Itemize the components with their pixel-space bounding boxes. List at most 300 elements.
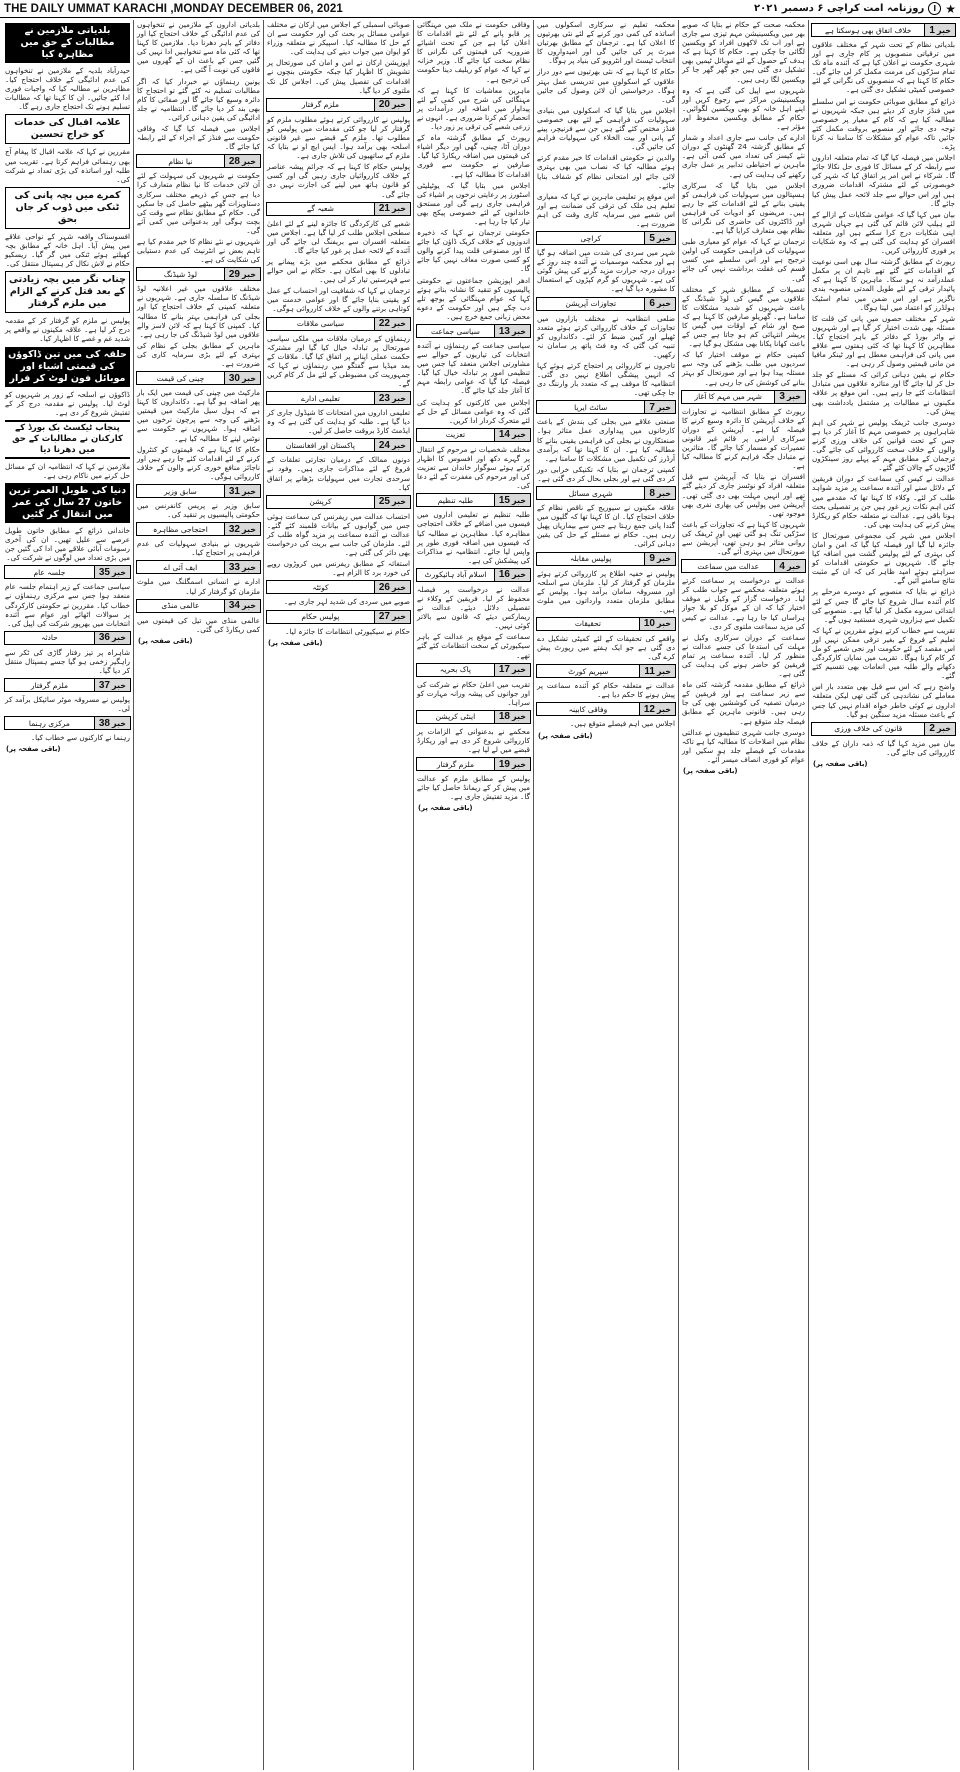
story-number <box>224 600 260 612</box>
story-label: خبر <box>391 582 406 592</box>
article-paragraph: صوبائی اسمبلی کے اجلاس میں ارکان نے مختلف عوامی مسائل پر بحث کی اور حکومت سے ان کے حل کا مطالبہ کیا۔ اسپیکر نے متعلقہ وزراء کو ایوان میں جواب دینے کی ہدایت کی۔ <box>267 20 410 57</box>
story-header <box>266 495 411 509</box>
story-number-value: 7 <box>649 401 655 413</box>
story-label: خبر <box>656 619 671 629</box>
story-title: ملزم گرفتار <box>301 100 339 110</box>
story-number <box>644 401 675 413</box>
story-number <box>639 618 675 630</box>
story-label: خبر <box>241 601 256 611</box>
article-headline: علامہ اقبال کی خدمات کو خراج تحسین <box>5 114 130 144</box>
article-paragraph: عدالت نے درخواست پر فیصلہ محفوظ کر لیا۔ فریقین کے وکلاء نے تفصیلی دلائل دیئے۔ عدالت نے ریمارکس دیئے کہ قانون سے بالاتر کوئی نہیں۔ <box>417 584 530 631</box>
article-paragraph: عدالت نے متعلقہ حکام کو آئندہ سماعت پر پیش ہونے کا حکم دیا ہے۔ <box>537 681 675 700</box>
article-paragraph: مقررین نے کہا کہ علامہ اقبال کا پیغام آج بھی رہنمائی فراہم کرتا ہے۔ تقریب میں طلبہ اور اساتذہ کی بڑی تعداد نے شرکت کی۔ <box>5 147 130 184</box>
story-number-value: 26 <box>378 581 390 593</box>
story-header <box>4 565 131 579</box>
article-paragraph: خاندانی ذرائع کے مطابق خاتون طویل عرصے سے علیل تھیں۔ ان کی آخری رسومات آبائی علاقے میں ادا کی گئیں جن میں بڑی تعداد میں لوگوں نے شرکت کی۔ <box>5 525 130 563</box>
story-number-value: 33 <box>228 561 240 573</box>
story-header <box>416 663 531 677</box>
story-number-value: 37 <box>98 679 110 691</box>
story-title: عدالت میں سماعت <box>697 561 760 571</box>
story-header <box>416 428 531 442</box>
article-paragraph: ترجمان نے کہا کہ عوام کو معیاری طبی سہولیات کی فراہمی حکومت کی اولین ترجیح ہے اور اس سلسلے میں کسی قسم کی غفلت برداشت نہیں کی جائے گی۔ <box>682 237 805 283</box>
story-label: خبر <box>936 724 951 734</box>
story-title: شہر میں مہم کا آغاز <box>694 392 762 402</box>
article-paragraph: دوسری جانب شہری تنظیموں نے عدالتی نظام میں اصلاحات کا مطالبہ کیا ہے تاکہ مقدمات کے فیصلے جلد ہو سکیں اور عوام کو فوری انصاف میسر آئے۔ <box>682 727 805 764</box>
story-label: خبر <box>511 712 526 722</box>
story-header <box>536 617 676 631</box>
story-header <box>536 297 676 311</box>
story-label: خبر <box>391 100 406 110</box>
story-number <box>924 24 955 36</box>
story-title: احتجاجی مظاہرہ <box>153 524 208 534</box>
article-paragraph: بلدیاتی اداروں کے ملازمین نے تنخواہوں کی عدم ادائیگی کے خلاف احتجاج کیا اور دفاتر کے باہر دھرنا دیا۔ ملازمین کا کہنا تھا کہ کئی ماہ سے تنخواہیں ادا نہیں کی گئیں جس کے باعث ان کے گھروں میں فاقوں کی نوبت آ گئی ہے۔ <box>137 20 260 75</box>
news-column-3 <box>533 20 678 1770</box>
story-number-value: 31 <box>228 485 240 497</box>
article-paragraph: ضلعی انتظامیہ نے مختلف بازاروں میں تجاوزات کے خلاف کارروائی کرتے ہوئے متعدد ٹھیلے اور کیبن ضبط کر لئے۔ دکانداروں کو تنبیہ کی گئی کہ وہ فٹ پاتھ پر سامان نہ رکھیں۔ <box>537 313 675 359</box>
story-number-value: 30 <box>228 372 240 384</box>
story-number-value: 19 <box>498 758 510 770</box>
article-paragraph: افسران نے بتایا کہ آپریشن سے قبل متعلقہ افراد کو نوٹسز جاری کر دیئے گئے تھے اور انہیں مہلت بھی دی گئی تھی۔ آپریشن میں پولیس کی بھاری نفری بھی موجود تھی۔ <box>682 472 805 518</box>
continued-note: (باقی صفحہ پر) <box>683 767 738 776</box>
story-number-value: 12 <box>643 703 655 715</box>
article-paragraph: پولیس نے کارروائی کرتے ہوئے مطلوب ملزم کو گرفتار کر لیا جو کئی مقدمات میں پولیس کو مطلوب تھا۔ ملزم کے قبضے سے غیر قانونی اسلحہ بھی برآمد ہوا۔ ایس ایچ او نے بتایا کہ ملزم کے ساتھیوں کی تلاش جاری ہے۔ <box>267 114 410 161</box>
article-paragraph: طلبہ تنظیم نے تعلیمی اداروں میں فیسوں میں اضافے کے خلاف احتجاجی مظاہرہ کیا۔ مظاہرین نے مطالبہ کیا کہ فیسوں میں اضافہ فوری طور پر واپس لیا جائے۔ انتظامیہ نے مذاکرات کی پیشکش کی ہے۔ <box>417 510 530 565</box>
story-number-value: 17 <box>498 664 510 676</box>
article-paragraph: اجلاس میں فیصلہ کیا گیا کہ وفاقی حکومت سے فنڈز کے اجراء کے لئے رابطہ کیا جائے گا۔ <box>137 124 260 152</box>
story-header <box>266 391 411 405</box>
story-header <box>136 522 261 536</box>
story-label: خبر <box>656 233 671 243</box>
story-number-value: 8 <box>649 487 655 499</box>
story-header <box>536 486 676 500</box>
article-headline: دنیا کی طویل العمر ترین خاتون 27 سال کی عمر میں انتقال کر گئیں <box>5 483 130 523</box>
story-number <box>374 318 410 330</box>
article-paragraph: تاجروں نے کارروائی پر احتجاج کرتے ہوئے کہا کہ انہیں پیشگی اطلاع نہیں دی گئی۔ انتظامیہ کا موقف ہے کہ متعدد بار وارننگ دی جا چکی تھی۔ <box>537 361 675 398</box>
story-number-value: 28 <box>228 155 240 167</box>
story-number-value: 36 <box>98 632 110 644</box>
story-number <box>924 723 955 735</box>
story-label: خبر <box>241 156 256 166</box>
story-number <box>224 155 260 167</box>
story-number <box>639 665 675 677</box>
story-label: خبر <box>241 269 256 279</box>
article-paragraph: اس موقع پر تعلیمی ماہرین نے کہا کہ معیاری تعلیم ہی ملک کی ترقی کی ضمانت ہے اور اس شعبے میں سرمایہ کاری وقت کی اہم ضرورت ہے۔ <box>537 191 675 228</box>
article-paragraph: عالمی منڈی میں تیل کی قیمتوں میں کمی ریکارڈ کی گئی۔ <box>137 615 260 634</box>
story-header <box>266 202 411 216</box>
story-label: خبر <box>786 392 801 402</box>
news-column-1 <box>808 20 958 1770</box>
article-paragraph: اجلاس میں کارکنوں کو ہدایت کی گئی کہ وہ عوامی مسائل کے حل کے لئے متحرک کردار ادا کریں۔ <box>417 397 530 425</box>
article-headline: کمرے میں بچہ پانی کی ٹنکی میں ڈوب کر جاں بحق <box>5 187 130 229</box>
article-paragraph: شہر میں سردی کی شدت میں اضافہ ہو گیا ہے اور محکمہ موسمیات نے آئندہ چند روز کے دوران درجہ حرارت مزید گرنے کی پیش گوئی کی ہے۔ شہریوں کو گرم کپڑوں کے استعمال کا مشورہ دیا گیا ہے۔ <box>537 248 675 294</box>
article-paragraph: شہریوں کا کہنا ہے کہ تجاوزات کے باعث سڑکیں تنگ ہو گئی تھیں اور ٹریفک کی روانی متاثر ہو رہی تھی، آپریشن سے صورتحال میں بہتری آئے گی۔ <box>682 519 805 557</box>
story-label: خبر <box>511 430 526 440</box>
story-header <box>266 580 411 594</box>
story-title: طلبہ تنظیم <box>437 495 474 505</box>
article-paragraph: اجلاس میں بتایا گیا کہ سرکاری ہسپتالوں میں سہولیات کی فراہمی کو یقینی بنانے کے لئے اقدامات کئے جا رہے ہیں۔ مریضوں کو ادویات کی فراہمی اور ڈاکٹروں کی حاضری کی نگرانی کا نظام بھی متعارف کرایا گیا ہے۔ <box>682 180 805 236</box>
story-label: خبر <box>111 567 126 577</box>
article-paragraph: رپورٹ کے مطابق گزشتہ ماہ کے دوران آٹا، چینی، گھی اور دیگر اشیاء کی قیمتوں میں اضافہ ریکارڈ کیا گیا۔ صارفین نے حکومت سے فوری اقدامات کا مطالبہ کیا ہے۔ <box>417 133 530 179</box>
article-headline: چناب نگر میں بچہ زیادتی کے بعد قتل کرنے کے الزام میں ملزم گرفتار <box>5 271 130 313</box>
story-number <box>224 485 260 497</box>
story-label: خبر <box>511 326 526 336</box>
story-header <box>536 664 676 678</box>
story-number-value: 25 <box>378 496 390 508</box>
story-title: کراچی <box>580 233 602 243</box>
article-paragraph: شہر کے مختلف حصوں میں پانی کی قلت کا مسئلہ بھی شدت اختیار کر گیا ہے اور شہریوں نے واٹر بورڈ کے دفاتر کے باہر احتجاج کیا۔ مظاہرین کا کہنا تھا کہ کئی ہفتوں سے علاقے میں پانی کی فراہمی معطل ہے اور ٹینکر مافیا من مانی قیمتیں وصول کر رہی ہے۔ <box>812 313 955 369</box>
story-number-value: 21 <box>378 203 390 215</box>
story-header <box>681 559 806 573</box>
news-column-6 <box>133 20 263 1770</box>
article-paragraph: شہریوں سے اپیل کی گئی ہے کہ وہ ویکسینیشن مراکز سے رجوع کریں اور اپنے اہل خانہ کو بھی ویکسین لگوائیں۔ حکام کے مطابق ویکسین محفوظ اور مؤثر ہے۔ <box>682 85 805 132</box>
article-paragraph: اجلاس میں شہر کی مجموعی صورتحال کا جائزہ لیا گیا اور فیصلہ کیا گیا کہ امن و امان کی بہتری کے لئے پولیس گشت میں اضافہ کیا جائے گا۔ شہریوں نے حکومتی اقدامات کو سراہتے ہوئے امید ظاہر کی کہ ان کے مثبت نتائج سامنے آئیں گے۔ <box>812 530 955 586</box>
article-paragraph: تعلیمی اداروں میں امتحانات کا شیڈول جاری کر دیا گیا ہے۔ طلبہ کو ہدایت کی گئی ہے کہ وہ ایڈمٹ کارڈ بروقت حاصل کر لیں۔ <box>267 408 410 436</box>
story-label: خبر <box>391 440 406 450</box>
masthead-urdu-date: روزنامہ امت کراچی ۶ دسمبر ۲۰۲۱ <box>754 3 925 14</box>
story-label: خبر <box>391 204 406 214</box>
story-number <box>94 566 130 578</box>
article-paragraph: پولیس نے مسروقہ موٹر سائیکل برآمد کر لی۔ <box>5 695 130 714</box>
story-label: خبر <box>656 488 671 498</box>
story-header <box>266 438 411 452</box>
story-header <box>536 702 676 716</box>
article-paragraph: اجلاس میں بتایا گیا کہ اسکولوں میں بنیادی سہولیات کی فراہمی کے لئے بھی خصوصی فنڈز مختص کئے گئے ہیں جن سے فرنیچر، پینے کے پانی اور بیت الخلاء کی سہولیات فراہم کی جائیں گی۔ <box>537 105 675 152</box>
story-number-value: 27 <box>378 611 390 622</box>
newspaper-logo-icon: ا <box>928 2 941 15</box>
story-title: ملزم گرفتار <box>436 759 474 769</box>
story-number-value: 34 <box>228 600 240 612</box>
story-number <box>224 268 260 280</box>
story-number <box>374 439 410 451</box>
story-number-value: 24 <box>378 439 390 451</box>
article-paragraph: محکمے نے بدعنوانی کے الزامات پر کارروائی شروع کر دی ہے اور ریکارڈ قبضے میں لے لیا ہے۔ <box>417 726 530 755</box>
newspaper-page <box>2 20 958 1770</box>
story-number-value: 5 <box>649 232 655 244</box>
article-paragraph: محکمہ تعلیم نے سرکاری اسکولوں میں اساتذہ کی کمی دور کرنے کے لئے نئی بھرتیوں کا اعلان کیا ہے۔ ترجمان کے مطابق بھرتیاں میرٹ پر کی جائیں گی اور امیدواروں کا انتخاب ٹیسٹ اور انٹرویو کی بنیاد پر ہوگا۔ <box>537 20 675 66</box>
masthead <box>0 0 960 18</box>
story-number-value: 38 <box>98 717 110 729</box>
story-label: خبر <box>936 25 951 35</box>
story-title: تجاوزات آپریشن <box>565 299 617 309</box>
story-title: جلسہ عام <box>33 567 66 577</box>
continued-note: (باقی صفحہ پر) <box>6 745 61 754</box>
story-title: تعلیمی ادارے <box>300 393 340 403</box>
story-label: خبر <box>656 554 671 563</box>
story-header <box>4 631 131 645</box>
article-paragraph: ماہرین معاشیات کا کہنا ہے کہ مہنگائی کی شرح میں کمی کے لئے پیداوار میں اضافہ اور درآمدات پر انحصار کم کرنا ضروری ہے۔ انہوں نے زرعی شعبے کی ترقی پر زور دیا۔ <box>417 85 530 132</box>
story-header <box>266 98 411 112</box>
article-paragraph: ادھر اپوزیشن جماعتوں نے حکومتی پالیسیوں کو تنقید کا نشانہ بناتے ہوئے کہا کہ عوام مہنگائی کے بوجھ تلے دب چکے ہیں اور حکومت کے دعوے محض زبانی جمع خرچ ہیں۔ <box>417 275 530 321</box>
story-number <box>374 99 410 111</box>
article-paragraph: صنعتی علاقے میں بجلی کی بندش کے باعث کارخانوں میں پیداواری عمل متاثر ہوا۔ صنعتکاروں نے بجلی کی فراہمی یقینی بنانے کا مطالبہ کیا ہے۔ ان کا کہنا تھا کہ برآمدی آرڈرز کی تکمیل میں مشکلات کا سامنا ہے۔ <box>537 417 675 463</box>
article-paragraph: ذرائع کے مطابق محکمے میں بڑے پیمانے پر تبادلوں کا بھی امکان ہے۔ حکام نے اس حوالے سے فہرستیں تیار کر لی ہیں۔ <box>267 256 410 285</box>
story-title: چینی کی قیمت <box>156 373 205 383</box>
story-header <box>136 484 261 498</box>
article-paragraph: یونین رہنماؤں نے خبردار کیا کہ اگر مطالبات تسلیم نہ کئے گئے تو احتجاج کا دائرہ وسیع کیا جائے گا اور صفائی کا کام بھی بند کر دیا جائے گا۔ انتظامیہ نے جلد ادائیگی کی یقین دہانی کرائی۔ <box>137 76 260 122</box>
story-header <box>136 154 261 168</box>
story-number-value: 3 <box>779 391 785 403</box>
story-title: پاک بحریہ <box>439 665 471 675</box>
article-paragraph: ذرائع کے مطابق صوبائی حکومت نے اس سلسلے میں فنڈز جاری کر دیئے ہیں جبکہ شہریوں نے مطالبہ کیا ہے کہ کام کے معیار پر خصوصی توجہ دی جائے اور منصوبے بروقت مکمل کئے جائیں تاکہ عوام کو مشکلات کا سامنا نہ کرنا پڑے۔ <box>812 96 955 152</box>
article-paragraph: شاہراہ پر تیز رفتار گاڑی کی ٹکر سے راہگیر زخمی ہو گیا جسے ہسپتال منتقل کر دیا گیا۔ <box>5 647 130 675</box>
article-paragraph: ترجمان نے کہا کہ شفافیت اور احتساب کے عمل کو یقینی بنایا جائے گا اور عوامی خدمت میں کوتاہی برتنے والوں کے خلاف کارروائی ہوگی۔ <box>267 286 410 314</box>
story-title: عالمی منڈی <box>161 601 200 611</box>
story-number <box>644 232 675 244</box>
story-header <box>811 722 956 736</box>
article-paragraph: واقعے کی تحقیقات کے لئے کمیٹی تشکیل دے دی گئی ہے جو ایک ہفتے میں رپورٹ پیش کرے گی۔ <box>537 633 675 662</box>
story-header <box>136 267 261 281</box>
story-header <box>416 568 531 582</box>
article-paragraph: ڈاکوؤں نے اسلحہ کے زور پر شہریوں کو لوٹ لیا۔ پولیس نے مقدمہ درج کر کے تفتیش شروع کر دی ہے۔ <box>5 389 130 417</box>
article-paragraph: کمپنی حکام نے موقف اختیار کیا کہ سردیوں میں طلب بڑھنے کی وجہ سے مسئلہ پیدا ہوا ہے اور صورتحال کو بہتر بنانے کی کوشش کی جا رہی ہے۔ <box>682 350 805 387</box>
story-title: تحقیقات <box>574 619 601 629</box>
article-paragraph: اجلاس میں بتایا گیا کہ یوٹیلیٹی اسٹورز پر رعایتی نرخوں پر اشیاء کی فراہمی جاری رہے گی اور مستحق خاندانوں کے لئے خصوصی پیکج بھی تیار کیا جا رہا ہے۔ <box>417 180 530 226</box>
story-header <box>266 610 411 624</box>
story-title: ایف آئی اے <box>163 562 198 572</box>
article-paragraph: بیان میں مزید کہا گیا کہ ذمہ داران کے خلاف کارروائی کی جائے گی۔ <box>812 738 955 757</box>
story-header <box>536 231 676 245</box>
article-paragraph: سیاسی جماعت کے زیر اہتمام جلسہ عام منعقد ہوا جس سے مرکزی رہنماؤں نے خطاب کیا۔ مقررین نے حکومتی کارکردگی پر سوالات اٹھائے اور عوام سے آئندہ انتخابات میں بھرپور شرکت کی اپیل کی۔ <box>5 582 130 628</box>
story-number <box>644 487 675 499</box>
story-number <box>224 372 260 384</box>
story-label: خبر <box>511 570 526 580</box>
story-label: خبر <box>241 373 256 383</box>
story-number-value: 29 <box>228 268 240 280</box>
story-header <box>416 324 531 338</box>
article-paragraph: پولیس کے مطابق ملزم کو عدالت میں پیش کر کے ریمانڈ حاصل کیا جائے گا۔ مزید تفتیش جاری ہے۔ <box>417 774 530 802</box>
article-paragraph: حکام نے یقین دہانی کرائی کہ مسئلے کو جلد حل کر لیا جائے گا اور متاثرہ علاقوں میں متبادل انتظامات کئے جا رہے ہیں۔ اس موقع پر علاقہ مکینوں نے مطالبات پر مشتمل یادداشت بھی پیش کی۔ <box>812 370 955 416</box>
news-column-5 <box>263 20 413 1770</box>
article-paragraph: مارکیٹ میں چینی کی قیمت میں ایک بار پھر اضافہ ہو گیا ہے۔ دکانداروں کا کہنا ہے کہ ہول سیل مارکیٹ میں قیمتیں بڑھنے کی وجہ سے پرچون نرخوں میں اضافہ ہوا۔ شہریوں نے حکومت سے نوٹس لینے کا مطالبہ کیا ہے۔ <box>137 388 260 443</box>
article-paragraph: حکام کا کہنا ہے کہ قیمتوں کو کنٹرول کرنے کے لئے اقدامات کئے جا رہے ہیں اور ناجائز منافع خوری کرنے والوں کے خلاف کارروائی ہوگی۔ <box>137 444 260 481</box>
article-paragraph: دوسری جانب ٹریفک پولیس نے شہر کی اہم شاہراہوں پر خصوصی مہم کا آغاز کر دیا ہے جس کے تحت قوانین کی خلاف ورزی کرنے والوں کے خلاف سخت کارروائی کی جائے گی۔ ترجمان کے مطابق مہم کے پہلے روز سینکڑوں گاڑیوں کے چالان کئے گئے۔ <box>812 417 955 473</box>
story-title: شہری مسائل <box>568 488 613 498</box>
story-title: سپریم کورٹ <box>568 666 609 676</box>
story-title: نیا نظام <box>168 156 193 166</box>
story-number-value: 14 <box>498 429 510 441</box>
story-number <box>224 561 260 573</box>
story-number-value: 16 <box>498 569 510 581</box>
story-label: خبر <box>391 612 406 621</box>
article-paragraph: کمپنی ترجمان نے بتایا کہ تکنیکی خرابی دور کر دی گئی ہے اور بجلی بحال کر دی گئی ہے۔ <box>537 464 675 483</box>
story-header <box>136 599 261 613</box>
news-column-2 <box>678 20 808 1770</box>
story-number <box>644 298 675 310</box>
story-header <box>416 493 531 507</box>
article-paragraph: حیدرآباد بلدیہ کے ملازمین نے تنخواہوں کی عدم ادائیگی کے خلاف احتجاج کیا۔ مظاہرین نے مطالبہ کیا کہ واجبات فوری ادا کئے جائیں۔ ان کا کہنا تھا کہ مطالبات تسلیم ہونے تک احتجاج جاری رہے گا۔ <box>5 66 130 112</box>
story-header <box>536 552 676 566</box>
story-header <box>811 23 956 37</box>
article-paragraph: سماعت کے دوران سرکاری وکیل نے مہلت کی استدعا کی جسے عدالت نے منظور کر لیا۔ آئندہ سماعت پر تمام فریقین کو حاضر ہونے کی ہدایت کی گئی ہے۔ <box>682 632 805 679</box>
article-paragraph: ذرائع نے بتایا کہ منصوبے کے دوسرے مرحلے پر کام آئندہ سال شروع کیا جائے گا جس کے لئے ابتدائی سروے مکمل کر لیا گیا ہے۔ منصوبے کی تکمیل سے ہزاروں شہری مستفید ہوں گے۔ <box>812 587 955 624</box>
article-paragraph: صوبے میں سردی کی شدید لہر جاری ہے۔ <box>283 597 410 607</box>
article-paragraph: محکمہ صحت کے حکام نے بتایا کہ صوبے بھر میں ویکسینیشن مہم تیزی سے جاری ہے اور اب تک لاکھوں افراد کو ویکسین لگائی جا چکی ہے۔ حکام کا کہنا ہے کہ ہدف کے حصول کے لئے موبائل ٹیمیں بھی تشکیل دی گئی ہیں جو گھر گھر جا کر ویکسین لگا رہی ہیں۔ <box>682 20 805 84</box>
continued-note: (باقی صفحہ پر) <box>813 759 868 768</box>
article-paragraph: مختلف شخصیات نے مرحوم کے انتقال پر گہرے دکھ اور افسوس کا اظہار کرتے ہوئے سوگوار خاندان سے تعزیت کی اور مرحوم کی مغفرت کے لئے دعا کی۔ <box>417 444 530 491</box>
article-paragraph: تفصیلات کے مطابق شہر کے مختلف علاقوں میں گیس کی لوڈ شیڈنگ کے باعث شہریوں کو شدید مشکلات کا سامنا ہے۔ گھریلو صارفین کا کہنا ہے کہ صبح اور شام کے اوقات میں گیس کا پریشر انتہائی کم ہو جاتا ہے جس کے باعث کھانا پکانا بھی مشکل ہو گیا ہے۔ <box>682 284 805 349</box>
story-title: قانون کی خلاف ورزی <box>834 724 903 734</box>
story-number-value: 32 <box>228 523 240 535</box>
story-number <box>374 203 410 215</box>
article-paragraph: دونوں ممالک کے درمیان تجارتی تعلقات کے فروغ کے لئے مذاکرات جاری ہیں۔ وفود نے سرحدی تجارت میں سہولیات بڑھانے پر اتفاق کیا۔ <box>267 455 410 492</box>
story-number <box>774 560 805 572</box>
masthead-english-title: THE DAILY UMMAT KARACHI ,MONDAY DECEMBER 06, 2021 <box>4 2 343 15</box>
story-number <box>374 581 410 593</box>
story-number-value: 11 <box>644 665 655 677</box>
article-paragraph: رہنماؤں کے درمیان ملاقات میں ملکی سیاسی صورتحال پر تبادلہ خیال کیا گیا اور مشترکہ حکمت عملی اپنانے پر اتفاق کیا گیا۔ ملاقات کے بعد میڈیا سے گفتگو میں رہنماؤں نے کہا کہ جمہوریت کی مضبوطی کے لئے مل کر کام کریں گے۔ <box>267 333 410 388</box>
story-number <box>374 611 410 623</box>
story-header <box>416 757 531 771</box>
story-number-value: 1 <box>929 24 935 36</box>
article-paragraph: مختلف علاقوں میں غیر اعلانیہ لوڈ شیڈنگ کا سلسلہ جاری ہے۔ شہریوں نے متعلقہ کمپنی کے خلاف احتجاج کیا اور بجلی کی فراہمی بہتر بنانے کا مطالبہ کیا۔ کمپنی کا کہنا ہے کہ لائن لاسز والے علاقوں میں لوڈ شیڈنگ کی جا رہی ہے۔ <box>137 284 260 339</box>
story-label: خبر <box>786 561 801 571</box>
article-paragraph: پولیس نے خفیہ اطلاع پر کارروائی کرتے ہوئے ملزمان کو گرفتار کر لیا۔ ملزمان سے اسلحہ اور مسروقہ سامان برآمد ہوا۔ پولیس کے مطابق ملزمان متعدد وارداتوں میں ملوث ہیں۔ <box>537 568 675 614</box>
story-title: وفاقی کابینہ <box>568 704 608 714</box>
continued-note: (باقی صفحہ پر) <box>268 638 323 647</box>
story-number <box>494 711 530 723</box>
story-header <box>536 400 676 414</box>
article-paragraph: حکام نے سیکیورٹی انتظامات کا جائزہ لیا۔ <box>285 626 410 636</box>
story-number <box>644 553 675 565</box>
story-title: پولیس مقابلہ <box>569 554 612 563</box>
story-number <box>494 758 530 770</box>
article-paragraph: ذرائع کے مطابق مقدمہ گزشتہ کئی ماہ سے زیر سماعت ہے اور فریقین کے درمیان تصفیہ کی کوششیں بھی کی جا رہی ہیں۔ قانونی ماہرین کے مطابق فیصلہ جلد متوقع ہے۔ <box>682 680 805 726</box>
story-label: خبر <box>656 402 671 412</box>
story-number-value: 23 <box>378 392 390 404</box>
article-paragraph: حکومت نے شہریوں کی سہولت کے لئے آن لائن خدمات کا نیا نظام متعارف کرا دیا ہے جس کے ذریعے مختلف سرکاری دستاویزات گھر بیٹھے حاصل کی جا سکیں گی۔ حکام کے مطابق نظام سے وقت کی بچت ہوگی اور بدعنوانی میں کمی آئے گی۔ <box>137 171 260 235</box>
story-title: ملزم گرفتار <box>30 680 68 690</box>
article-paragraph: سیاسی جماعت کے رہنماؤں نے آئندہ انتخابات کی تیاریوں کے حوالے سے مشاورتی اجلاس منعقد کیا جس میں تنظیمی امور پر تبادلہ خیال کیا گیا۔ فیصلہ کیا گیا کہ عوامی رابطہ مہم کا آغاز جلد کیا جائے گا۔ <box>417 341 530 396</box>
article-paragraph: ملازمین نے کہا کہ انتظامیہ ان کے مسائل حل کرنے میں ناکام رہی ہے۔ <box>5 461 130 480</box>
story-number-value: 18 <box>498 711 510 723</box>
story-label: خبر <box>391 497 406 507</box>
story-label: خبر <box>111 718 126 728</box>
story-number-value: 35 <box>98 566 110 578</box>
article-paragraph: سابق وزیر نے پریس کانفرنس میں حکومتی پالیسیوں پر تنقید کی۔ <box>137 501 260 520</box>
story-label: خبر <box>391 393 406 403</box>
story-title: اسلام آباد ہائیکورٹ <box>424 570 487 580</box>
story-label: خبر <box>111 633 126 643</box>
story-header <box>681 390 806 404</box>
story-title: پاکستان اور افغانستان <box>285 440 356 450</box>
article-paragraph: شعبے کی کارکردگی کا جائزہ لینے کے لئے اعلیٰ سطحی اجلاس طلب کر لیا گیا ہے۔ اجلاس میں متعلقہ افسران سے بریفنگ لی جائے گی اور آئندہ کے لائحہ عمل پر غور کیا جائے گا۔ <box>267 218 410 255</box>
story-label: خبر <box>511 495 526 505</box>
story-header <box>266 317 411 331</box>
article-paragraph: پولیس نے ملزم کو گرفتار کر کے مقدمہ درج کر لیا ہے۔ علاقہ مکینوں نے واقعے پر شدید غم و غصے کا اظہار کیا۔ <box>5 316 130 344</box>
story-label: خبر <box>241 524 256 534</box>
story-label: خبر <box>656 666 671 676</box>
story-title: شعبہ گے <box>306 204 334 214</box>
story-title: سابق وزیر <box>164 486 197 496</box>
article-paragraph: حکام کا کہنا ہے کہ نئی بھرتیوں سے دور دراز علاقوں کے اسکولوں میں تدریسی عمل بہتر ہوگا۔ درخواستیں آن لائن وصول کی جائیں گی۔ <box>537 67 675 104</box>
story-label: خبر <box>111 680 126 690</box>
story-header <box>136 371 261 385</box>
story-label: خبر <box>241 486 256 496</box>
story-title: کوئٹہ <box>312 582 329 592</box>
story-number-value: 6 <box>649 298 655 310</box>
story-title: مرکزی رہنما <box>28 718 70 728</box>
story-number-value: 22 <box>378 318 390 330</box>
story-label: خبر <box>241 562 256 572</box>
article-paragraph: حکومتی ترجمان نے کہا کہ ذخیرہ اندوزوں کے خلاف کریک ڈاؤن کیا جائے گا اور مصنوعی قلت پیدا کرنے والوں کو کسی صورت معاف نہیں کیا جائے گا۔ <box>417 228 530 274</box>
story-number-value: 20 <box>378 99 390 111</box>
article-paragraph: ماہرین کے مطابق بجلی کے نظام کی بہتری کے لئے بڑی سرمایہ کاری کی ضرورت ہے۔ <box>137 340 260 368</box>
story-number <box>224 523 260 535</box>
story-header <box>416 710 531 724</box>
story-number-value: 4 <box>779 560 785 572</box>
story-number <box>374 392 410 404</box>
story-title: خلاف اتفاق بھی ہوسکتا ہے <box>825 25 912 35</box>
article-paragraph: اپوزیشن ارکان نے امن و امان کی صورتحال پر تشویش کا اظہار کیا جبکہ حکومتی بنچوں نے اقدامات کی تفصیل پیش کی۔ اجلاس کل تک ملتوی کر دیا گیا۔ <box>267 58 410 95</box>
article-paragraph: علاقہ مکینوں نے سیوریج کے ناقص نظام کے خلاف احتجاج کیا۔ ان کا کہنا تھا کہ گلیوں میں گندا پانی جمع رہتا ہے جس سے بیماریاں پھیل رہی ہیں۔ حکام نے مسئلے کے حل کی یقین دہانی کرائی۔ <box>537 503 675 549</box>
article-paragraph: سماعت کے موقع پر عدالت کے باہر سیکیورٹی کے سخت انتظامات کئے گئے تھے۔ <box>417 632 530 660</box>
story-number-value: 2 <box>929 723 935 735</box>
story-number-value: 10 <box>643 618 655 630</box>
article-paragraph: ادارے کی جانب سے جاری اعداد و شمار کے مطابق گزشتہ 24 گھنٹوں کے دوران نئے کیسز کی تعداد میں کمی آئی ہے۔ ماہرین نے احتیاطی تدابیر پر عمل جاری رکھنے کی ہدایت کی ہے۔ <box>682 133 805 179</box>
story-number <box>494 494 530 506</box>
story-label: خبر <box>391 319 406 329</box>
article-headline: پنجاب ٹیکسٹ بک بورڈ کے کارکنان نے مطالبات کے حق میں دھرنا دیا <box>5 420 130 459</box>
story-number <box>94 717 130 729</box>
story-title: سائٹ ایریا <box>574 402 608 412</box>
article-paragraph: تقریب سے خطاب کرتے ہوئے مقررین نے کہا کہ تعلیم کے فروغ کے بغیر ترقی ممکن نہیں اور اس مقصد کے لئے حکومت اور نجی شعبے کو مل کر کام کرنا ہوگا۔ تقریب میں نمایاں کارکردگی دکھانے والے طلبہ میں انعامات بھی تقسیم کئے گئے۔ <box>812 625 955 681</box>
news-column-7 <box>2 20 133 1770</box>
story-number <box>94 632 130 644</box>
story-number-value: 9 <box>649 553 655 564</box>
article-paragraph: واضح رہے کہ اس سے قبل بھی متعدد بار اس معاملے کی نشاندہی کی گئی تھی لیکن متعلقہ اداروں نے کوئی خاطر خواہ اقدام نہیں کیا جس کے باعث مسئلہ مزید سنگین ہو گیا۔ <box>812 682 955 719</box>
story-label: خبر <box>656 299 671 309</box>
continued-note: (باقی صفحہ پر) <box>418 804 473 813</box>
story-label: خبر <box>656 704 671 714</box>
article-paragraph: افسوسناک واقعہ شہر کے نواحی علاقے میں پیش آیا۔ اہل خانہ کے مطابق بچہ کھیلتے ہوئے ٹنکی میں گر گیا۔ ریسکیو حکام نے لاش نکال کر ہسپتال منتقل کی۔ <box>5 231 130 269</box>
story-label: خبر <box>511 759 526 769</box>
story-number <box>639 703 675 715</box>
story-header <box>4 678 131 692</box>
article-paragraph: شہریوں نے بنیادی سہولیات کی عدم فراہمی پر احتجاج کیا۔ <box>137 539 260 558</box>
story-number <box>494 325 530 337</box>
article-paragraph: رپورٹ کے مطابق گزشتہ سال بھی اسی نوعیت کے اقدامات کئے گئے تھے تاہم ان پر مکمل عملدرآمد نہ ہو سکا۔ ماہرین کا کہنا ہے کہ پائیدار ترقی کے لئے طویل المدتی منصوبہ بندی ناگزیر ہے اور اس ضمن میں تمام اسٹیک ہولڈرز کو اعتماد میں لینا ہوگا۔ <box>812 257 955 312</box>
story-title: حادثہ <box>41 633 58 643</box>
article-paragraph: والدین نے حکومتی اقدامات کا خیر مقدم کرتے ہوئے مطالبہ کیا کہ نصاب میں بھی بہتری لائی جائے اور امتحانی نظام کو شفاف بنایا جائے۔ <box>537 153 675 190</box>
article-paragraph: شہریوں نے نئے نظام کا خیر مقدم کیا ہے تاہم بعض نے انٹرنیٹ کی عدم دستیابی کی شکایت کی ہے۔ <box>137 236 260 265</box>
article-headline: بلدیاتی ملازمین نے مطالبات کے حق میں مظاہرہ کیا <box>5 23 130 63</box>
article-paragraph: عدالت نے درخواست پر سماعت کرتے ہوئے متعلقہ محکمے سے جواب طلب کر لیا۔ درخواست گزار کے وکیل نے موقف اختیار کیا کہ ان کے موکل کو بلا جواز ہراساں کیا جا رہا ہے۔ عدالت نے کیس کی مزید سماعت ملتوی کر دی۔ <box>682 576 805 631</box>
story-title: لوڈ شیڈنگ <box>163 269 198 279</box>
story-title: اینٹی کرپشن <box>435 712 476 722</box>
story-number <box>374 496 410 508</box>
article-paragraph: تقریب میں اعلیٰ حکام نے شرکت کی اور جوانوں کی پیشہ ورانہ مہارت کو سراہا۔ <box>417 679 530 707</box>
story-number <box>774 391 805 403</box>
story-number <box>94 679 130 691</box>
story-number <box>494 569 530 581</box>
story-title: سیاسی ملاقات <box>296 319 345 329</box>
story-number-value: 15 <box>498 494 510 506</box>
story-title: سیاسی جماعت <box>431 326 480 336</box>
story-number <box>494 664 530 676</box>
star-icon: ★ <box>945 1 956 16</box>
story-label: خبر <box>511 665 526 675</box>
continued-note: (باقی صفحہ پر) <box>138 636 193 645</box>
article-paragraph: پولیس حکام کا کہنا ہے کہ جرائم پیشہ عناصر کے خلاف کارروائیاں جاری رہیں گی اور کسی کو قانون ہاتھ میں لینے کی اجازت نہیں دی جائے گی۔ <box>267 162 410 199</box>
article-paragraph: ادارے نے انسانی اسمگلنگ میں ملوث ملزمان کو گرفتار کر لیا۔ <box>137 577 260 596</box>
article-paragraph: رپورٹ کے مطابق انتظامیہ نے تجاوزات کے خلاف آپریشن کا دائرہ وسیع کرنے کا فیصلہ کیا ہے۔ آپریشن کے دوران سرکاری اراضی پر قائم غیر قانونی تعمیرات کو مسمار کیا جائے گا۔ متاثرین نے متبادل جگہ فراہم کرنے کا مطالبہ کیا ہے۔ <box>682 406 805 471</box>
story-header <box>4 716 131 730</box>
story-number <box>494 429 530 441</box>
story-header <box>136 560 261 574</box>
article-paragraph: اجلاس میں اہم فیصلے متوقع ہیں۔ <box>570 719 675 729</box>
article-paragraph: احتساب عدالت میں ریفرنس کی سماعت ہوئی جس میں گواہوں کے بیانات قلمبند کئے گئے۔ عدالت نے آئندہ سماعت پر مزید گواہ طلب کر لئے۔ ملزمان کی جانب سے بریت کی درخواست بھی دائر کی گئی ہے۔ <box>267 511 410 558</box>
continued-note: (باقی صفحہ پر) <box>538 731 593 740</box>
